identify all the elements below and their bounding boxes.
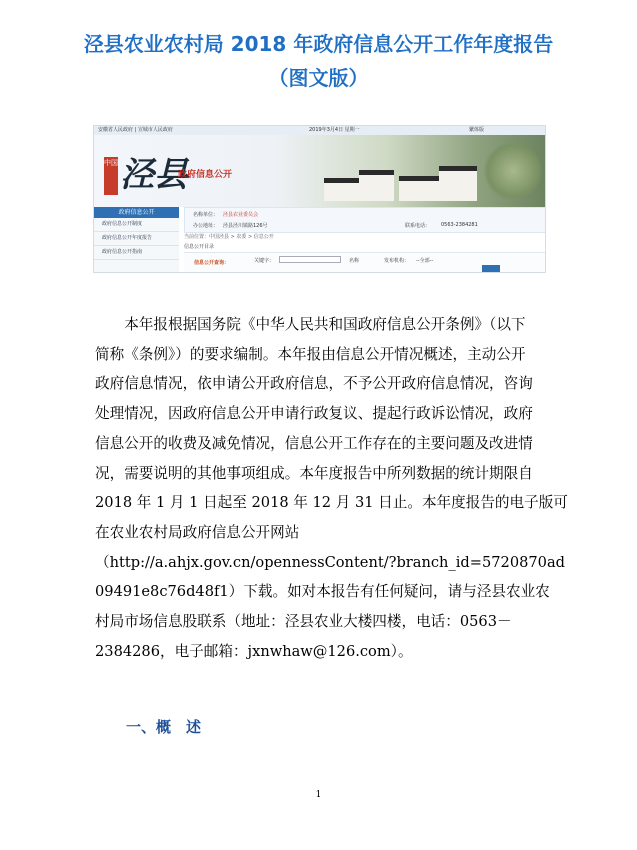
portal-sidebar-item: 政府信息公开年度报告 [94,232,179,246]
info-unit-label: 名称单位： [193,212,219,218]
portal-main [184,207,545,272]
report-title-line2: （图文版） [268,66,369,90]
portal-topbar-links: 安徽省人民政府 | 宣城市人民政府 [98,127,173,133]
info-unit-value: 泾县农业委员会 [223,212,259,218]
section-heading: 一、概 述 [126,718,202,736]
paragraph-line: 况，需要说明的其他事项组成。本年度报告中所列数据的统计期限自 [95,464,533,482]
portal-sidebar [94,207,179,272]
portal-seal: 中国 [104,157,118,195]
info-addr-value: 泾县泾川镇路126号 [223,223,268,229]
portal-breadcrumb: 当前位置：中国泾县 > 农委 > 信息公开 [184,234,274,240]
paragraph-line: 村局市场信息股联系（地址：泾县农业大楼四楼，电话：0563－ [95,613,512,631]
paragraph-line: 处理情况，因政府信息公开申请行政复议、提起行政诉讼情况，政府 [95,405,533,423]
page-number: 1 [315,790,322,800]
portal-catalog: 信息公开目录 [184,244,215,250]
name-label: 名称 [349,258,360,264]
portal-sidebar-item: 政府信息公开制度 [94,218,179,232]
paragraph-line: 09491e8c76d48f1）下载。如对本报告有任何疑问，请与泾县农业农 [95,583,550,601]
paragraph-line: 本年报根据国务院《中华人民共和国政府信息公开条例》（以下 [95,316,526,333]
portal-topbar [94,126,545,135]
report-paragraph [95,310,568,666]
paragraph-line: 2018 年 1 月 1 日起至 2018 年 12 月 31 日止。本年度报告的电子版可 [95,494,568,512]
portal-search-button [482,265,500,272]
portal-houses-illustration [314,161,484,201]
paragraph-line: 2384286，电子邮箱：jxnwhaw@126.com）。 [95,642,413,660]
portal-sidebar-item: 政府信息公开指南 [94,246,179,260]
info-phone-label: 联系电话： [405,223,431,229]
portal-banner [94,135,545,207]
info-phone-value: 0563-2384281 [441,222,478,228]
issuer-value: --全部-- [416,258,434,264]
portal-tree-illustration [483,141,543,201]
website-screenshot-image [93,125,546,273]
portal-calligraphy-logo: 泾县 [120,155,188,195]
portal-topbar-date: 2019年3月4日 星期一 [309,127,360,133]
issuer-label: 发布机构： [384,258,410,264]
portal-info-box [184,207,546,233]
portal-title: 政府信息公开 [178,170,233,180]
portal-keyword-input [279,256,341,263]
portal-search-label: 信息公开查询： [194,260,230,266]
keyword-label: 关键字： [254,258,275,264]
paragraph-line: 政府信息情况，依申请公开政府信息，不予公开政府信息情况，咨询 [95,375,533,393]
paragraph-line: 信息公开的收费及减免情况，信息公开工作存在的主要问题及改进情 [95,434,533,452]
portal-search [184,252,545,273]
report-title-line1: 泾县农业农村局 2018 年政府信息公开工作年度报告 [83,32,554,56]
portal-topbar-traditional: 繁体版 [469,127,485,133]
paragraph-line: （http://a.ahjx.gov.cn/opennessContent/?branch_id=5720870ad [95,553,566,571]
info-addr-label: 办公地址： [193,223,219,229]
portal-sidebar-header: 政府信息公开 [94,207,179,218]
paragraph-line: 在农业农村局政府信息公开网站 [95,523,300,541]
paragraph-line: 简称《条例》）的要求编制。本年报由信息公开情况概述，主动公开 [95,345,526,363]
